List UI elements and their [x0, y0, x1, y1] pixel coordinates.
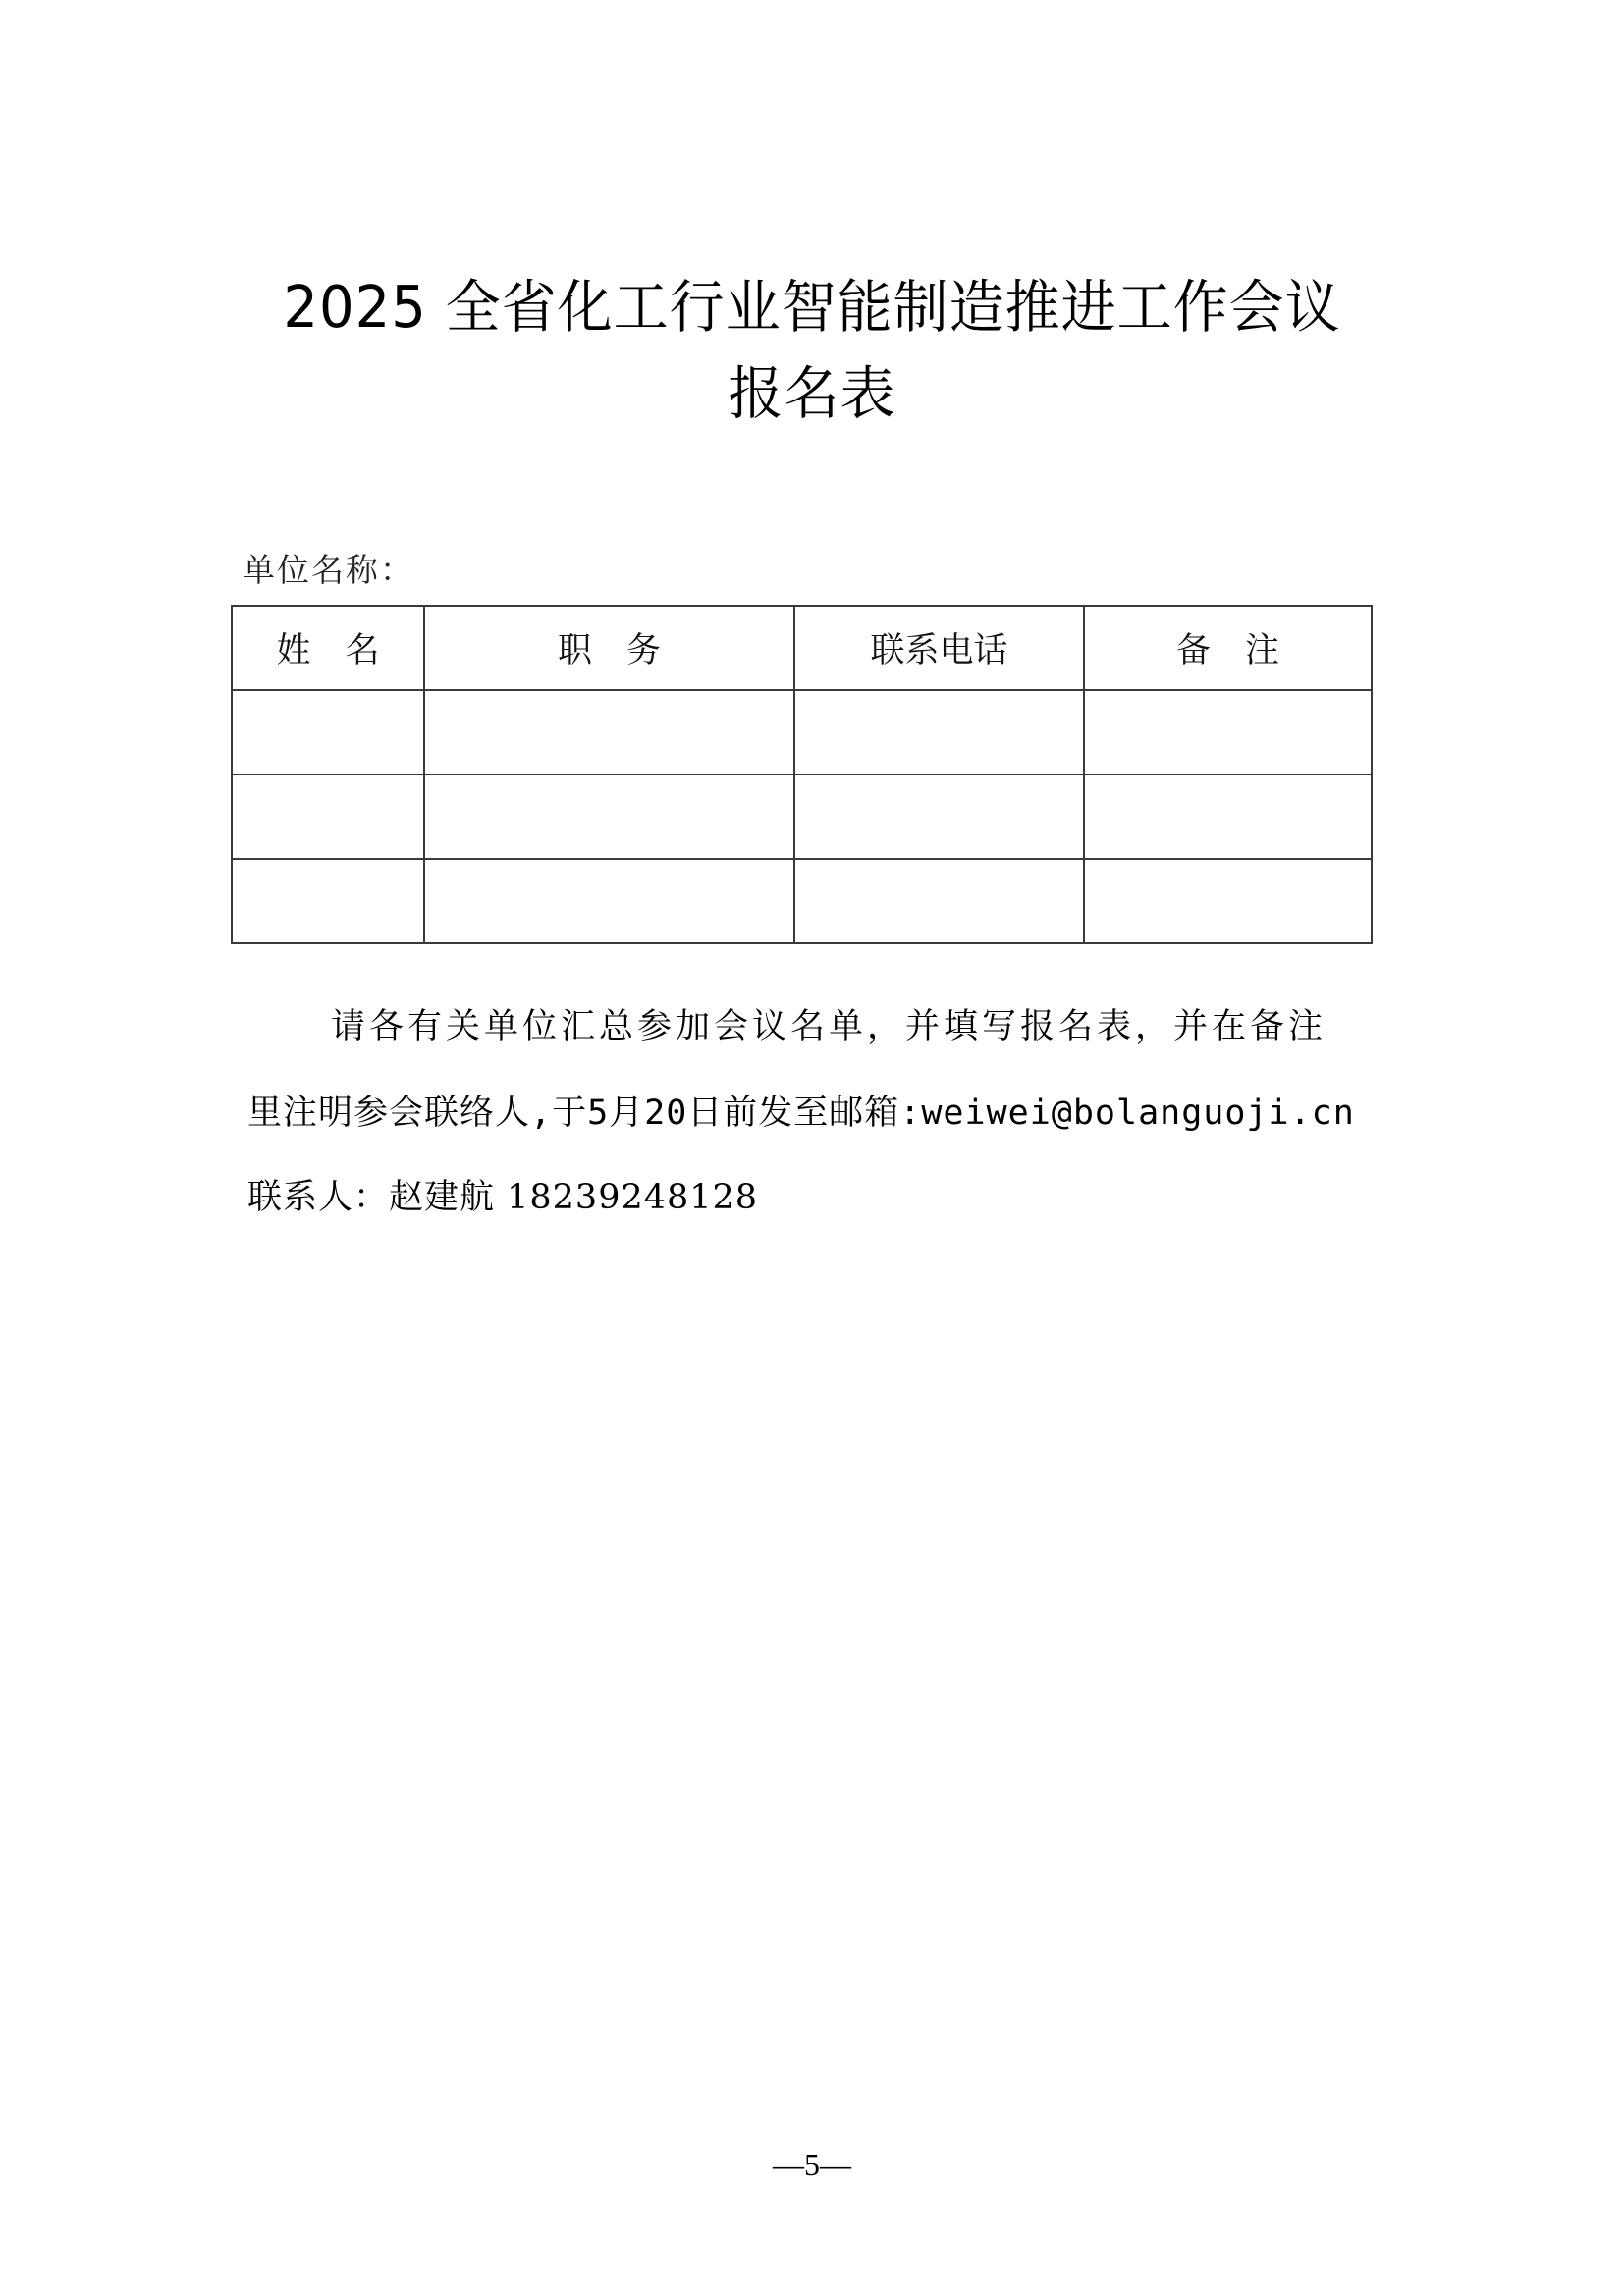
cell-phone[interactable] [794, 690, 1084, 774]
cell-remarks[interactable] [1084, 859, 1372, 943]
cell-position[interactable] [424, 690, 794, 774]
header-position: 职 务 [424, 606, 794, 690]
cell-remarks[interactable] [1084, 774, 1372, 859]
table-row [232, 859, 1372, 943]
header-remarks: 备 注 [1084, 606, 1372, 690]
page-number: —5— [773, 2147, 851, 2182]
document-title: 2025 全省化工行业智能制造推进工作会议 [283, 274, 1341, 342]
cell-position[interactable] [424, 859, 794, 943]
table-row [232, 774, 1372, 859]
cell-remarks[interactable] [1084, 690, 1372, 774]
instruction-line-2: 里注明参会联络人,于5月20日前发至邮箱:weiwei@bolanguoji.cn [247, 1094, 1355, 1133]
header-name: 姓 名 [232, 606, 424, 690]
cell-name[interactable] [232, 690, 424, 774]
registration-table [231, 605, 1373, 944]
cell-name[interactable] [232, 774, 424, 859]
contact-line: 联系人：赵建航 18239248128 [247, 1178, 759, 1217]
cell-phone[interactable] [794, 859, 1084, 943]
cell-name[interactable] [232, 859, 424, 943]
unit-name-label: 单位名称： [243, 551, 414, 589]
cell-position[interactable] [424, 774, 794, 859]
cell-phone[interactable] [794, 774, 1084, 859]
table-row [232, 690, 1372, 774]
document-subtitle: 报名表 [728, 360, 896, 428]
header-phone: 联系电话 [794, 606, 1084, 690]
instruction-line-1: 请各有关单位汇总参加会议名单，并填写报名表，并在备注 [331, 1007, 1327, 1046]
table-header-row [232, 606, 1372, 690]
